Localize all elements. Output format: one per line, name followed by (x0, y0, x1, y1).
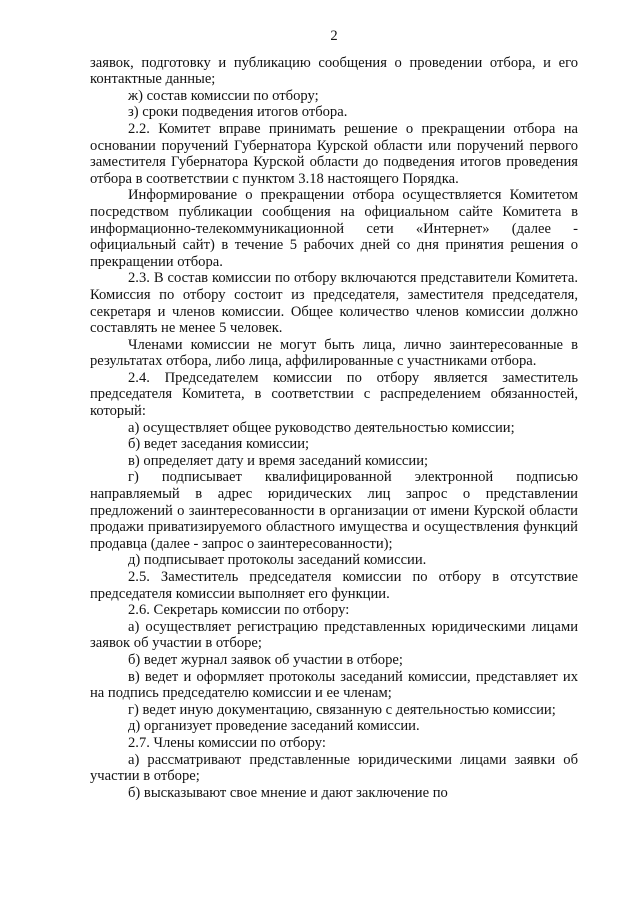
paragraph: а) рассматривают представленные юридическими лицами заявки об участии в отборе; (90, 751, 578, 785)
paragraph: г) подписывает квалифицированной электронной подписью направляемый в адрес юридических лиц запрос о представлении предложений о заинтересованности в организации от имени Курской области продажи приватизируемого областного имущества и осуществления функций продавца (далее - запрос о заинтересованности); (90, 469, 578, 552)
paragraph: а) осуществляет регистрацию представленных юридическими лицами заявок об участии в отборе; (90, 618, 578, 652)
paragraph: 2.6. Секретарь комиссии по отбору: (128, 602, 350, 619)
paragraph: заявок, подготовку и публикацию сообщения о проведении отбора, и его контактные данные; (90, 54, 578, 88)
paragraph: д) подписывает протоколы заседаний комиссии. (128, 552, 427, 569)
paragraph: в) ведет и оформляет протоколы заседаний комиссии, представляет их на подпись председателю комиссии и ее членам; (90, 668, 578, 702)
paragraph: Членами комиссии не могут быть лица, лично заинтересованные в результатах отбора, либо лица, аффилированные с участниками отбора. (90, 336, 578, 370)
paragraph: д) организует проведение заседаний комиссии. (128, 718, 420, 735)
paragraph: з) сроки подведения итогов отбора. (128, 104, 348, 121)
paragraph: 2.3. В состав комиссии по отбору включаются представители Комитета. Комиссия по отбору состоит из председателя, заместителя председателя, секретаря и членов комиссии. Общее количество членов комиссии должно составлять не менее 5 человек. (90, 270, 578, 337)
document-page (90, 28, 578, 801)
paragraph: 2.2. Комитет вправе принимать решение о прекращении отбора на основании поручений Губернатора Курской области или поручений первого заместителя Губернатора Курской области до подведения итогов проведения отбора в соответствии с пунктом 3.18 настоящего Порядка. (90, 120, 578, 187)
paragraph: б) ведет журнал заявок об участии в отборе; (128, 651, 403, 668)
paragraph: б) высказывают свое мнение и дают заключение по (128, 784, 448, 801)
page-number: 2 (330, 28, 338, 44)
paragraph: ж) состав комиссии по отбору; (128, 87, 319, 104)
paragraph: в) определяет дату и время заседаний комиссии; (128, 452, 429, 469)
paragraph: г) ведет иную документацию, связанную с деятельностью комиссии; (128, 701, 556, 718)
paragraph: 2.7. Члены комиссии по отбору: (128, 734, 326, 751)
paragraph: б) ведет заседания комиссии; (128, 436, 310, 453)
paragraph: а) осуществляет общее руководство деятельностью комиссии; (128, 419, 515, 436)
paragraph: 2.4. Председателем комиссии по отбору является заместитель председателя Комитета, в соответствии с распределением обязанностей, который: (90, 369, 578, 420)
paragraph: 2.5. Заместитель председателя комиссии по отбору в отсутствие председателя комиссии выполняет его функции. (90, 569, 578, 602)
paragraph: Информирование о прекращении отбора осуществляется Комитетом посредством публикации сообщения на официальном сайте Комитета в информационно-телекоммуникационной сети «Интернет» (далее - официальный сайт) в течение 5 рабочих дней со дня принятия решения о прекращении отбора. (90, 187, 578, 270)
